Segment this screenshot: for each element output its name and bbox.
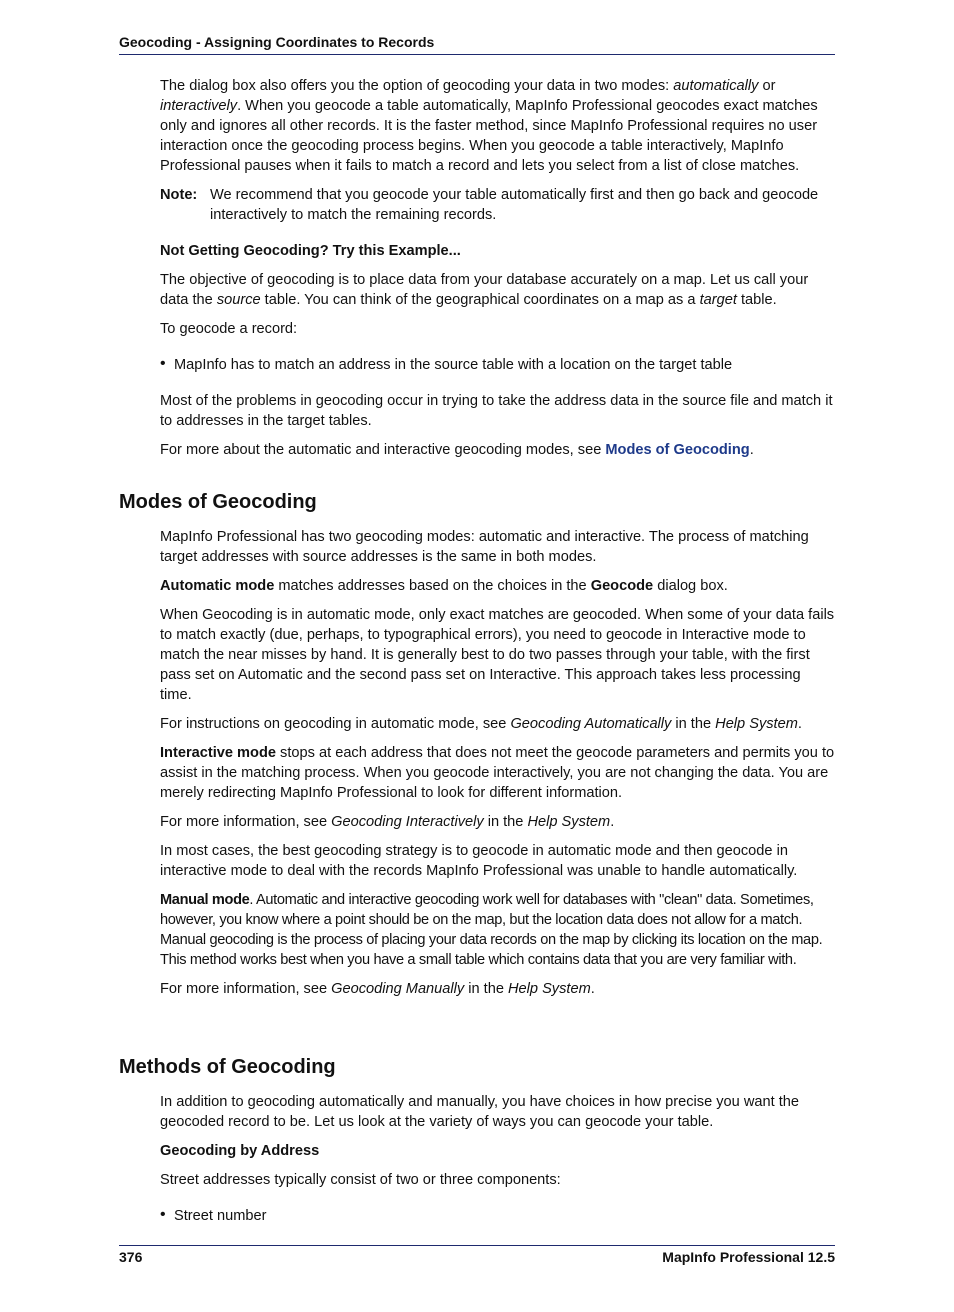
intro-paragraph-more: For more about the automatic and interactive geocoding modes, see Modes of Geocoding.	[160, 442, 754, 458]
modes-paragraph-interactive-ref: For more information, see Geocoding Interactively in the Help System.	[160, 814, 615, 830]
intro-paragraph-modes: The dialog box also offers you the option of geocoding your data in two modes: automatically or interactively. When you geocode a table automatically, MapInfo Professional geocodes exact matches only and ignores all other records. It is the faster method, since MapInfo Professional requires no user interaction once the geocoding process begins. When you geocode a table interactively, MapInfo Professional pauses when it fails to match a record and lets you select from a list of close matches.	[160, 78, 818, 174]
list-item: • MapInfo has to match an address in the source table with a location on the target table	[160, 355, 733, 373]
modes-paragraph-interactive: Interactive mode stops at each address that does not meet the geocode parameters and permits you to assist in the matching process. When you geocode interactively, you are not changing the data. You are merely redirecting MapInfo Professional to look for different information.	[160, 745, 835, 801]
modes-paragraph-intro: MapInfo Professional has two geocoding modes: automatic and interactive. The process of matching target addresses with source addresses is the same in both modes.	[160, 529, 809, 565]
bullet-icon: •	[160, 355, 166, 372]
note-box	[160, 185, 836, 225]
note-text: We recommend that you geocode your table automatically first and then go back and geocode interactively to match the remaining records.	[210, 187, 819, 223]
methods-section	[160, 1092, 836, 1226]
note-label: Note:	[160, 187, 198, 203]
modes-paragraph-manual: Manual mode. Automatic and interactive geocoding work well for databases with "clean" data. Sometimes, however, you know where a point should be on the map, but the location data does not allow for a match. Manual geocoding is the process of placing your data records on the map by clicking its location on the map. This method works best when you have a small table which contains data that you are very familiar with.	[160, 892, 823, 968]
footer-rule	[119, 1245, 835, 1246]
section-heading-modes: Modes of Geocoding	[119, 491, 317, 513]
modes-paragraph-manual-ref: For more information, see Geocoding Manually in the Help System.	[160, 981, 595, 997]
modes-section	[160, 527, 836, 999]
page-number: 376	[119, 1249, 143, 1265]
running-header: Geocoding - Assigning Coordinates to Records	[119, 34, 835, 55]
methods-paragraph-intro: In addition to geocoding automatically and manually, you have choices in how precise you want the geocoded record to be. Let us look at the variety of ways you can geocode your table.	[160, 1094, 800, 1130]
modes-of-geocoding-link[interactable]: Modes of Geocoding	[605, 442, 750, 458]
intro-paragraph-problems: Most of the problems in geocoding occur in trying to take the address data in the source file and match it to addresses in the target tables.	[160, 393, 833, 429]
modes-paragraph-automatic-ref: For instructions on geocoding in automatic mode, see Geocoding Automatically in the Help System.	[160, 716, 802, 732]
section-heading-methods: Methods of Geocoding	[119, 1056, 336, 1078]
subheading-by-address: Geocoding by Address	[160, 1143, 320, 1159]
bullet-icon: •	[160, 1206, 166, 1223]
intro-paragraph-objective: The objective of geocoding is to place data from your database accurately on a map. Let us call your data the source table. You can think of the geographical coordinates on a map as a target table.	[160, 272, 809, 308]
list-item: • Street number	[160, 1206, 267, 1224]
intro-paragraph-to-geocode: To geocode a record:	[160, 321, 298, 337]
subheading-try-example: Not Getting Geocoding? Try this Example...	[160, 243, 461, 259]
methods-paragraph-components: Street addresses typically consist of two or three components:	[160, 1172, 561, 1188]
modes-paragraph-strategy: In most cases, the best geocoding strategy is to geocode in automatic mode and then geocode in interactive mode to deal with the records MapInfo Professional was unable to handle automatically.	[160, 843, 798, 879]
intro-section	[160, 76, 836, 460]
modes-paragraph-automatic-detail: When Geocoding is in automatic mode, only exact matches are geocoded. When some of your data fails to match exactly (due, perhaps, to typographical errors), you need to geocode in Interactive mode to match the near misses by hand. It is generally best to do two passes through your table, with the first pass set on Automatic and the second pass set on Interactive. This approach takes less processing time.	[160, 607, 835, 703]
modes-paragraph-automatic: Automatic mode matches addresses based on the choices in the Geocode dialog box.	[160, 578, 728, 594]
footer-product-name: MapInfo Professional 12.5	[662, 1249, 835, 1265]
